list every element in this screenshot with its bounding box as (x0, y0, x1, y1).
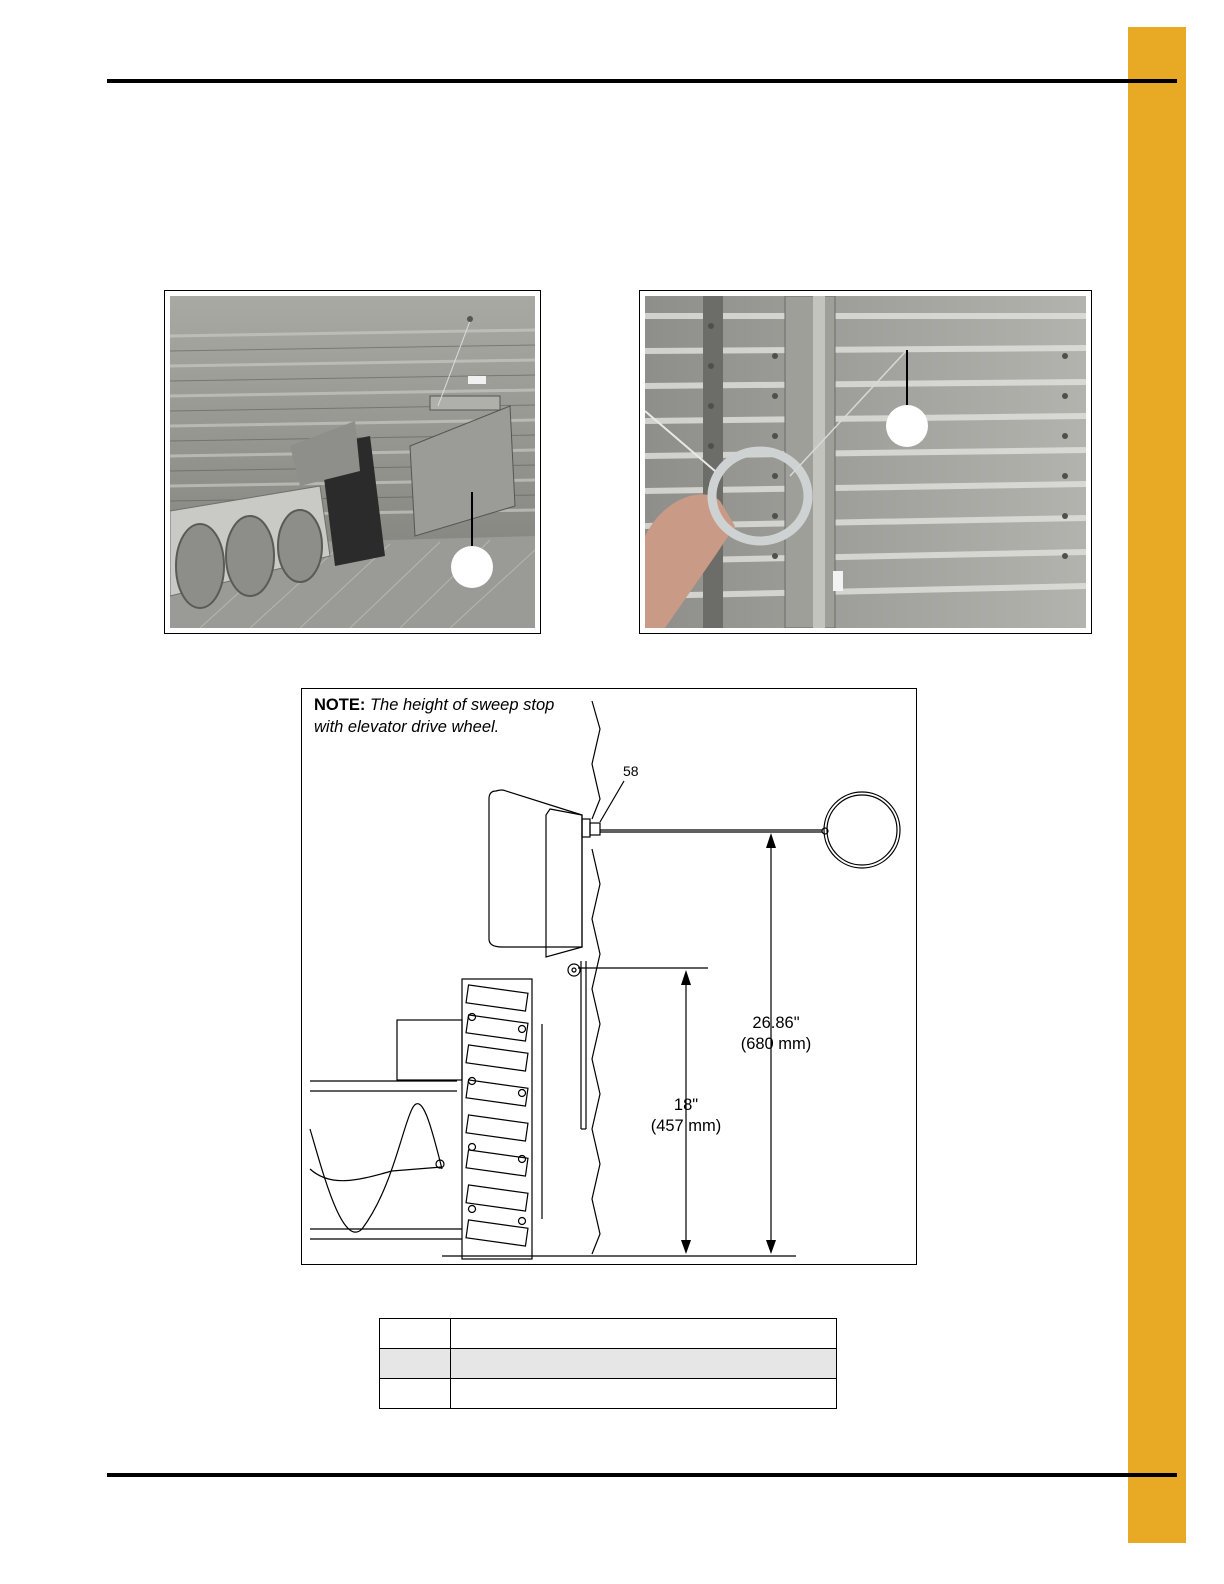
dimension-drawing (301, 688, 917, 1265)
ref-cell (380, 1379, 451, 1409)
dimension-small (641, 1095, 731, 1137)
ref-cell (380, 1349, 451, 1379)
table-row (380, 1319, 837, 1349)
dimension-small-mm: (457 mm) (650, 1117, 722, 1135)
note-label: NOTE: (314, 696, 366, 714)
dimension-large (731, 1013, 821, 1055)
description-cell (451, 1379, 837, 1409)
figure-note (314, 694, 554, 738)
header-rule (107, 79, 1177, 83)
footer-rule (107, 1473, 1177, 1477)
dimension-large-inches: 26.86" (752, 1014, 800, 1032)
photo-sweep-stop (164, 290, 541, 634)
description-cell (451, 1319, 837, 1349)
parts-table (379, 1318, 837, 1409)
callout-58: 58 (623, 763, 639, 779)
table-row (380, 1349, 837, 1379)
dimension-large-mm: (680 mm) (740, 1035, 812, 1053)
note-text-line2: with elevator drive wheel. (314, 718, 500, 736)
table-row (380, 1379, 837, 1409)
note-text-line1: The height of sweep stop (369, 696, 555, 714)
side-tab (1128, 27, 1186, 1543)
ref-cell (380, 1319, 451, 1349)
dimension-small-inches: 18" (673, 1096, 699, 1114)
description-cell (451, 1349, 837, 1379)
photo-pull-ring (639, 290, 1092, 634)
